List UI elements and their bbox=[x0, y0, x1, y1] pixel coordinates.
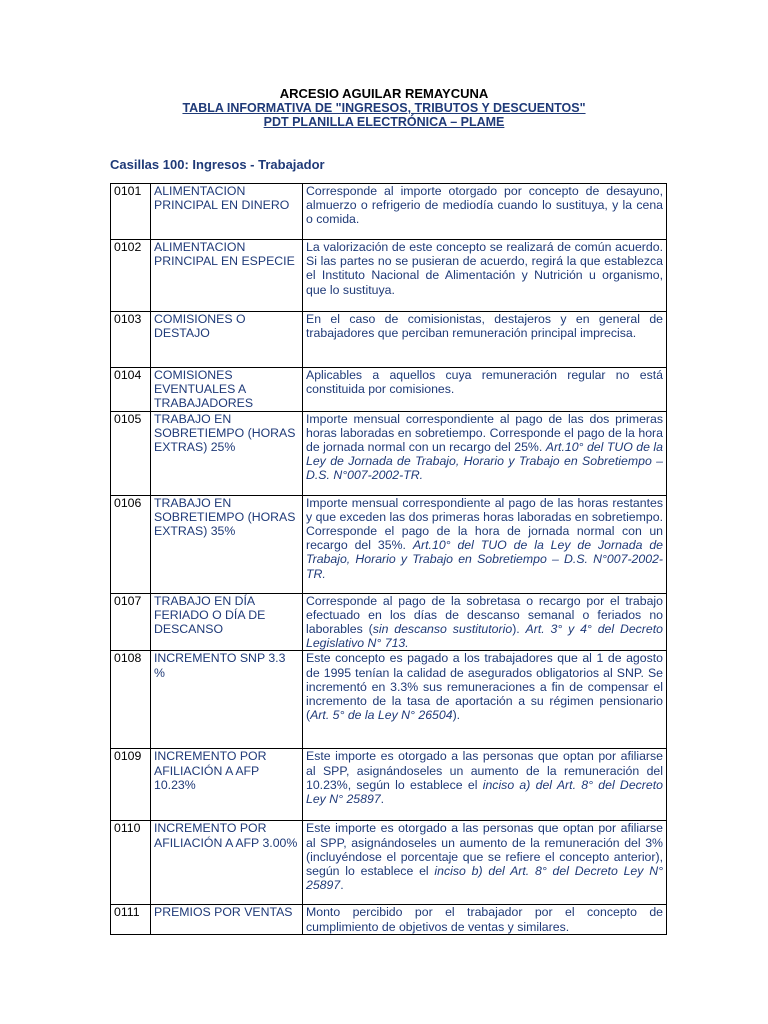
table-row bbox=[111, 749, 667, 821]
row-code: 0103 bbox=[111, 312, 151, 368]
income-table bbox=[110, 183, 667, 935]
table-row bbox=[111, 651, 667, 749]
author-name: ARCESIO AGUILAR REMAYCUNA bbox=[279, 86, 489, 101]
description-text: ). bbox=[452, 708, 461, 723]
row-code: 0110 bbox=[111, 821, 151, 905]
description-text: Aplicables a aquellos cuya remuneración regular no está constituida por comisiones. bbox=[306, 368, 663, 397]
row-code: 0102 bbox=[111, 240, 151, 312]
legal-reference: Art.10° del TUO de la Ley de Jornada de Trabajo, Horario y Trabajo en Sobretiempo – D.S. N°007-2002-TR. bbox=[306, 538, 664, 581]
description-text: Este importe es otorgado a las personas que optan por afiliarse al SPP, asignándoseles un aumento de la remuneración del 3% (incluyéndose el porcentaje que se refiere el concepto anterior), según lo establece el bbox=[306, 821, 663, 879]
row-concept: INCREMENTO POR AFILIACIÓN A AFP 3.00% bbox=[151, 821, 303, 905]
description-text: Este concepto es pagado a los trabajadores que al 1 de agosto de 1995 tenían la calidad de asegurados obligatorios al SNP. Se incrementó en 3.3% sus remuneraciones a fin de compensar el incremento de la tasa de aportación a su régimen pensionario ( bbox=[306, 651, 663, 723]
description-text: Importe mensual correspondiente al pago de las horas restantes y que exceden las dos primeras horas laboradas en sobretiempo. Corresponde el pago de la hora de jornada normal con un recargo del 35%. bbox=[306, 495, 663, 553]
row-concept: PREMIOS POR VENTAS bbox=[151, 905, 303, 935]
description-text: En el caso de comisionistas, destajeros y en general de trabajadores que perciban remuneración principal imprecisa. bbox=[306, 312, 663, 341]
row-code: 0107 bbox=[111, 593, 151, 651]
row-description bbox=[303, 411, 667, 495]
description-text: . bbox=[340, 878, 344, 893]
table-row bbox=[111, 368, 667, 412]
description-text: Este importe es otorgado a las personas que optan por afiliarse al SPP, asignándoseles un aumento de la remuneración del 10.23%, según lo establece el bbox=[306, 749, 663, 792]
description-text: Importe mensual correspondiente al pago de las dos primeras horas laboradas en sobretiempo. Corresponde el pago de la hora de jornada normal con un recargo del 25%. bbox=[306, 411, 663, 455]
legal-reference: inciso b) del Art. 8° del Decreto Ley N° 25897 bbox=[306, 864, 663, 893]
legal-reference: inciso a) del Art. 8° del Decreto Ley N° 25897 bbox=[306, 777, 663, 807]
row-concept: COMISIONES O DESTAJO bbox=[151, 312, 303, 368]
row-code: 0109 bbox=[111, 749, 151, 821]
table-row bbox=[111, 905, 667, 935]
description-text: Corresponde al importe otorgado por concepto de desayuno, almuerzo o refrigerio de mediodía cuando lo sustituya, y la cena o comida. bbox=[306, 184, 663, 227]
row-description bbox=[303, 368, 667, 412]
row-concept: COMISIONES EVENTUALES A TRABAJADORES bbox=[151, 368, 303, 412]
row-description bbox=[303, 651, 667, 749]
row-concept: TRABAJO EN SOBRETIEMPO (HORAS EXTRAS) 35% bbox=[151, 495, 303, 593]
row-concept: TRABAJO EN DÍA FERIADO O DÍA DE DESCANSO bbox=[151, 593, 303, 651]
row-description bbox=[303, 495, 667, 593]
description-text: ). bbox=[512, 622, 520, 637]
row-code: 0111 bbox=[111, 905, 151, 935]
description-text: . bbox=[380, 792, 385, 807]
row-code: 0105 bbox=[111, 411, 151, 495]
table-row bbox=[111, 184, 667, 240]
document-header bbox=[0, 86, 768, 129]
description-text: La valorización de este concepto se realizará de común acuerdo. Si las partes no se pusieran de acuerdo, regirá la que establezca el Instituto Nacional de Alimentación y Nutrición u organismo, que lo sustituya. bbox=[306, 240, 663, 297]
row-description bbox=[303, 905, 667, 935]
document-subtitle: PDT PLANILLA ELECTRÓNICA – PLAME bbox=[263, 115, 505, 129]
row-description bbox=[303, 312, 667, 368]
row-concept: ALIMENTACION PRINCIPAL EN DINERO bbox=[151, 184, 303, 240]
row-concept: ALIMENTACION PRINCIPAL EN ESPECIE bbox=[151, 240, 303, 312]
row-concept: INCREMENTO SNP 3.3 % bbox=[151, 651, 303, 749]
document-title: TABLA INFORMATIVA DE "INGRESOS, TRIBUTOS Y DESCUENTOS" bbox=[182, 101, 586, 115]
table-row bbox=[111, 240, 667, 312]
section-title: Casillas 100: Ingresos - Trabajador bbox=[110, 157, 325, 172]
row-description bbox=[303, 749, 667, 821]
legal-reference: Art. 5° de la Ley N° 26504 bbox=[310, 708, 453, 723]
row-code: 0106 bbox=[111, 495, 151, 593]
table-row bbox=[111, 411, 667, 495]
table-row bbox=[111, 821, 667, 905]
row-code: 0101 bbox=[111, 184, 151, 240]
description-emphasis: sin descanso sustitutorio bbox=[372, 622, 513, 637]
row-description bbox=[303, 184, 667, 240]
legal-reference: Art.10° del TUO de la Ley de Jornada de Trabajo, Horario y Trabajo en Sobretiempo – D.S. N°007-2002-TR. bbox=[306, 440, 663, 483]
legal-reference: Art. 3° y 4° del Decreto Legislativo N° 713. bbox=[306, 622, 663, 651]
table-row bbox=[111, 593, 667, 651]
row-code: 0108 bbox=[111, 651, 151, 749]
row-concept: TRABAJO EN SOBRETIEMPO (HORAS EXTRAS) 25% bbox=[151, 411, 303, 495]
description-text: Monto percibido por el trabajador por el concepto de cumplimiento de objetivos de ventas y similares. bbox=[306, 905, 663, 934]
row-description bbox=[303, 240, 667, 312]
row-code: 0104 bbox=[111, 368, 151, 412]
row-concept: INCREMENTO POR AFILIACIÓN A AFP 10.23% bbox=[151, 749, 303, 821]
row-description bbox=[303, 593, 667, 651]
description-text: Corresponde al pago de la sobretasa o recargo por el trabajo efectuado en los días de descanso semanal o feriados no laborables ( bbox=[306, 593, 663, 637]
table-row bbox=[111, 312, 667, 368]
row-description bbox=[303, 821, 667, 905]
table-row bbox=[111, 495, 667, 593]
